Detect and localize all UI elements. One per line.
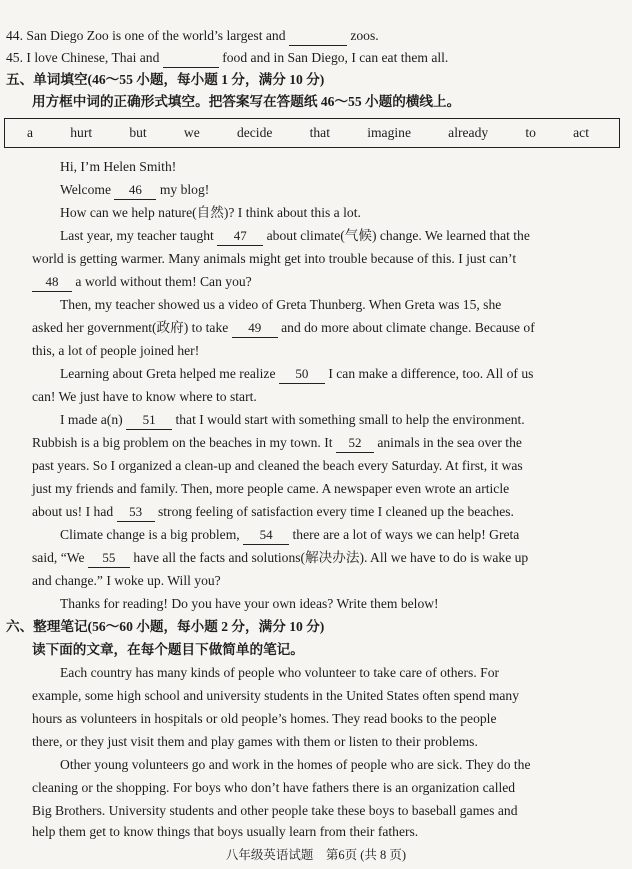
blank-49[interactable]: 49 [232,319,278,338]
reading-line: there, or they just visit them and play games with them or listen to their problems. [32,734,478,749]
passage-greeting: Hi, I’m Helen Smith! [60,159,177,174]
word-box-item: hurt [70,125,93,140]
reading-line: Each country has many kinds of people who volunteer to take care of others. For [60,665,500,680]
blank-47[interactable]: 47 [217,227,263,246]
section-6-instruction: 读下面的文章，在每个题目下做简单的笔记。 [32,642,304,657]
section-6-title: 六、整理笔记(56～60 小题，每小题 2 分，满分 10 分) [6,619,325,634]
blank-52[interactable]: 52 [336,434,374,453]
passage-line: Learning about Greta helped me realize 50 I can make a difference, too. All of us [60,365,533,384]
passage-line: Then, my teacher showed us a video of Greta Thunberg. When Greta was 15, she [60,297,502,312]
blank-51[interactable]: 51 [126,411,172,430]
reading-line: hours as volunteers in hospitals or old people’s homes. They read books to the people [32,711,497,726]
word-box-item: we [183,125,200,140]
passage-line: Last year, my teacher taught 47 about climate(气候) change. We learned that the [60,227,530,246]
blank-46[interactable]: 46 [114,181,156,200]
passage-line: 48 a world without them! Can you? [32,273,252,292]
answer-blank-45[interactable] [163,49,219,68]
word-box-item: a [27,125,34,140]
question-45: 45. I love Chinese, Thai and food and in San Diego, I can eat them all. [6,49,448,68]
passage-line: this, a lot of people joined her! [32,343,200,358]
passage-line: said, “We 55 have all the facts and solutions(解决办法). All we have to do is wake up [32,549,528,568]
reading-line: Big Brothers. University students and other people take these boys to baseball games and [32,803,518,818]
passage-line: about us! I had 53 strong feeling of satisfaction every time I cleaned up the beaches. [32,503,514,522]
reading-line: Other young volunteers go and work in the homes of people who are sick. They do the [60,757,531,772]
answer-blank-44[interactable] [289,27,347,46]
passage-line: just my friends and family. Then, more people came. A newspaper even wrote an article [32,481,510,496]
word-box-item: imagine [367,125,411,140]
reading-line: example, some high school and university students in the United States often spend many [32,688,520,703]
blank-55[interactable]: 55 [88,549,130,568]
passage-line: Rubbish is a big problem on the beaches in my town. It 52 animals in the sea over the [32,434,522,453]
word-box-item: to [525,125,536,140]
passage-line: How can we help nature(自然)? I think about this a lot. [60,205,361,220]
passage-line: and change.” I woke up. Will you? [32,573,221,588]
blank-53[interactable]: 53 [117,503,155,522]
passage-line: I made a(n) 51 that I would start with something small to help the environment. [60,411,525,430]
question-44: 44. San Diego Zoo is one of the world’s largest and zoos. [6,27,379,46]
reading-line: help them get to know things that boys usually learn from their fathers. [32,824,419,839]
word-box-item: but [129,125,147,140]
passage-line: past years. So I organized a clean-up and cleaned the beach every Saturday. At first, it was [32,458,523,473]
passage-line: Climate change is a big problem, 54 there are a lot of ways we can help! Greta [60,526,519,545]
word-box [4,118,620,148]
blank-48[interactable]: 48 [32,273,72,292]
section-5-instruction: 用方框中词的正确形式填空。把答案写在答题纸 46～55 小题的横线上。 [32,94,461,109]
page-footer: 八年级英语试题 第6页 (共 8 页) [225,848,407,862]
section-5-title: 五、单词填空(46～55 小题，每小题 1 分，满分 10 分) [6,72,325,87]
passage-line: asked her government(政府) to take 49 and do more about climate change. Because of [32,319,535,338]
passage-line: world is getting warmer. Many animals might get into trouble because of this. I just can’t [32,251,517,266]
passage-line: can! We just have to know where to start. [32,389,257,404]
word-box-item: decide [236,125,273,140]
passage-line: Welcome 46 my blog! [60,181,209,200]
word-box-item: that [309,125,330,140]
word-box-item: act [573,125,589,140]
blank-50[interactable]: 50 [279,365,325,384]
reading-line: cleaning or the shopping. For boys who don’t have fathers there is an organization called [32,780,516,795]
blank-54[interactable]: 54 [243,526,289,545]
passage-line: Thanks for reading! Do you have your own ideas? Write them below! [60,596,439,611]
word-box-item: already [448,125,489,140]
